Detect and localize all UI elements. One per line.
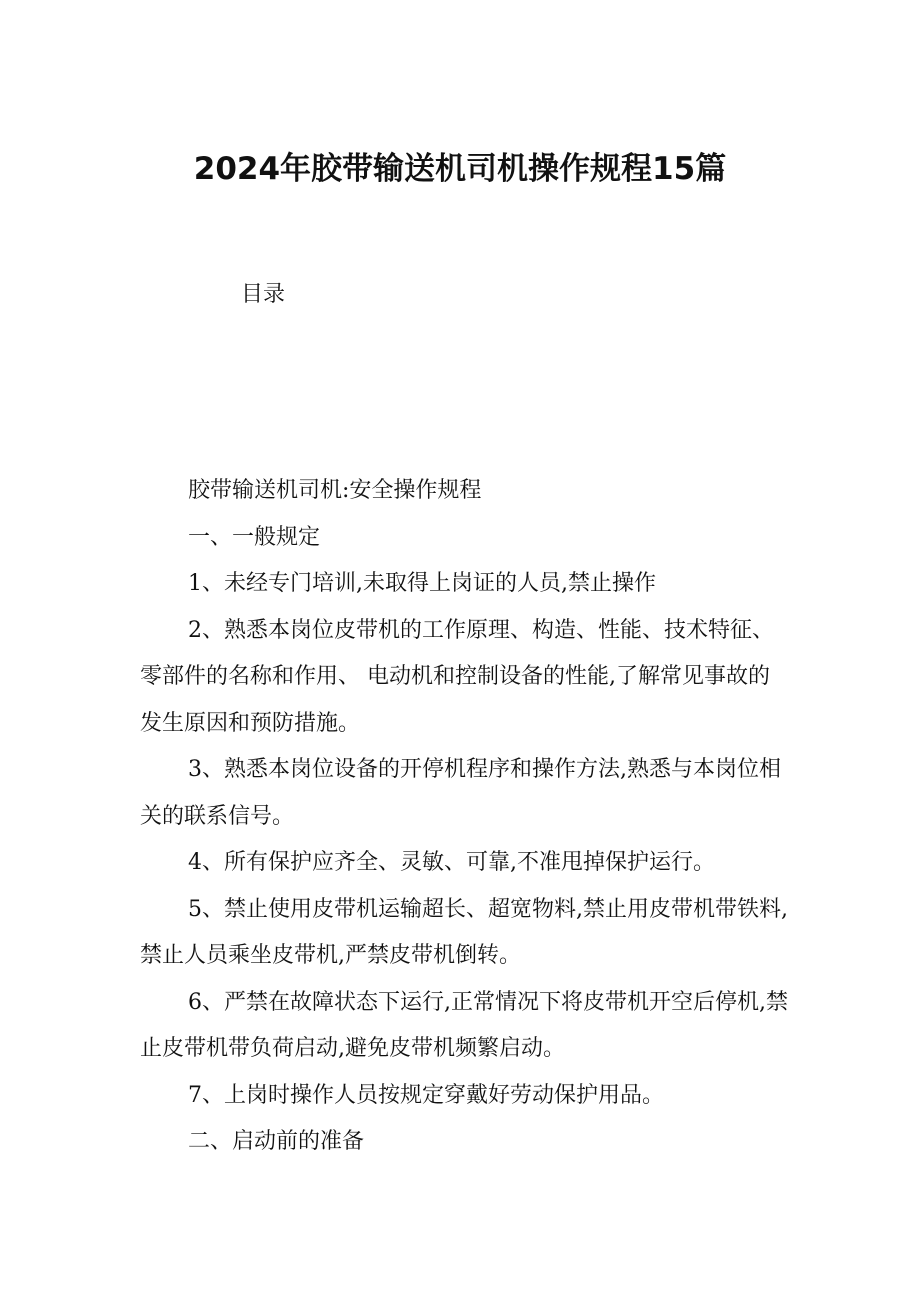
section-heading-general: 一、一般规定 [188, 524, 321, 550]
rule-item-3: 3、熟悉本岗位设备的开停机程序和操作方法,熟悉与本岗位相关的联系信号。 [140, 757, 781, 829]
document-title: 2024年胶带输送机司机操作规程15篇 [193, 151, 727, 187]
section-heading-startup-prep: 二、启动前的准备 [188, 1129, 365, 1154]
rule-item-6: 6、严禁在故障状态下运行,正常情况下将皮带机开空后停机,禁止皮带机带负荷启动,避免皮带机频繁启动。 [140, 989, 788, 1061]
document-body [140, 468, 790, 1166]
rule-item-1: 1、未经专门培训,未取得上岗证的人员,禁止操作 [188, 571, 656, 596]
content-heading: 胶带输送机司机:安全操作规程 [188, 478, 482, 503]
rule-item-7: 7、上岗时操作人员按规定穿戴好劳动保护用品。 [188, 1082, 664, 1108]
rule-item-5: 5、禁止使用皮带机运输超长、超宽物料,禁止用皮带机带铁料,禁止人员乘坐皮带机,严禁皮带机倒转。 [140, 896, 788, 968]
rule-item-2: 2、熟悉本岗位皮带机的工作原理、构造、性能、技术特征、零部件的名称和作用、 电动机和控制设备的性能,了解常见事故的发生原因和预防措施。 [140, 617, 774, 736]
toc-label: 目录 [241, 282, 286, 307]
rule-item-4: 4、所有保护应齐全、灵敏、可靠,不准甩掉保护运行。 [188, 850, 715, 875]
